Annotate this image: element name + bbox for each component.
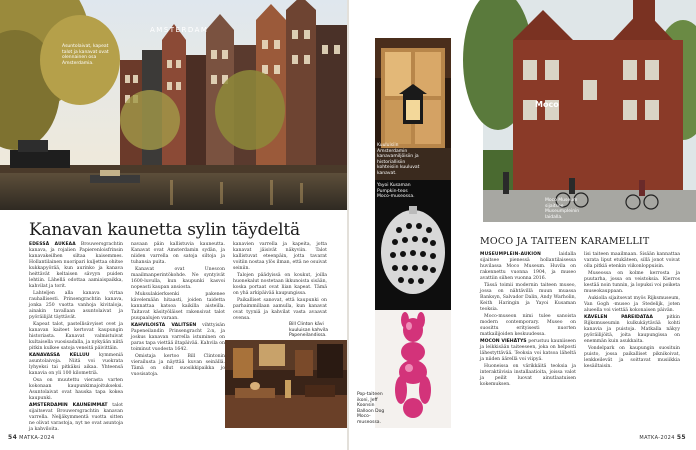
left-column-2 [131, 242, 225, 428]
col3-paragraph-2: Talojen päädyissä on koukut, joilla huonekalut nostetaan ikkunoista sisään, koska portaat ovat liian kapeat. Tämä on yhä arkipäivää kaupungissa. [233, 273, 327, 296]
rcol2-text-4: pitkin Rijksmuseumin kulkukäytävää kohti kanavia ja puistoja. Matkalla näkyy pyöräilijöitä, joita kaupungissa on enemmän kuin asukkaita. [584, 315, 680, 344]
rcol2-subhead-1: KÄVELEN PAREIDATAA [584, 315, 653, 320]
cafe-interior-illustration [225, 340, 347, 428]
rcol2-paragraph-2: Museossa on kolme kerrosta ja puutarha, jossa on veistoksia. Kierros kestää noin tunnin, ja lopuksi voi poiketa museokauppaan. [584, 271, 680, 294]
col1-text-4: kymmeniä asuntolaivoja. Niitä voi vuokrata lyhyeksi tai pitkäksi aikaa. Yhteensä kanavia on yli 100 kilometriä. [29, 353, 123, 376]
rcol2-paragraph-1: lisi taiteen maailmaan. Sisään kannattaa varata liput etukäteen, sillä jonot voivat olla pitkiä etenkin viikonloppuisin. [584, 252, 680, 269]
left-column-1 [29, 242, 123, 432]
left-page [0, 0, 347, 450]
left-column-3 [233, 242, 327, 322]
hero-caption: Asuntolaivat, kapeat talot ja kanavat ovat olennainen osa Amsterdamia. [62, 44, 109, 66]
moco-museum-illustration [483, 0, 696, 222]
right-folio-text: MATKA-2024 [639, 435, 675, 441]
right-page-number: 55 [676, 434, 686, 441]
rcol1-text-4: perustuu kauniiseen ja leikkisään taiteeseen, joka on helposti lähestyttävää. Teoksia voi katsoa läheltä ja niiden äärellä voi viipyä. [480, 339, 576, 362]
col1-subhead-1: KANAVASSA KELLUU [29, 353, 90, 358]
hero-overlay-title: AMSTERDAM [150, 26, 209, 34]
col1-text-1: Brouwersgrachtin kanava, ja rojalien Papierenloisfrinsin kanavakeilhen siltaa kaisemmes. Hollantilainen nuoripari kuljettaa ohitse kukkapyörää, kun aurinko ja kanava heittävät keltaisen sävyyn puiden lehtiin. Lähellä odottaa aamiaispaikka, kahvilat ja torit. [29, 242, 123, 289]
col1-paragraph-2: Lahteljen alla kanava virtaa rauhallisesti. Prinsengrachtin kanava, jonka 250 vuotta vanhoja kivitaloja, ainakin tavallaan asuntolaivat ja pyöräilijät täyttävät. [29, 291, 123, 320]
rcol1-text-1: laidalla sijaitsee pienessä hollantilaisessa huvilassa Moco Museum. Huvila on rakennettu vuonna 1904, ja museo avattiin siihen vuonna 2016. [480, 252, 576, 281]
right-column-1 [480, 252, 576, 428]
moco-sign: Moco [535, 100, 559, 109]
section-title: MOCO JA TAITEEN KARAMELLIT [480, 236, 650, 247]
col1-subhead-2: AMSTERDAMIN KAUNEIMMAT [29, 403, 108, 408]
col2-paragraph-2: Kanavat ovat Unescon maailmanperintökohde. Ne syntyivät 1600-luvulla, kun kaupunki kasvoi nopeasti kaupan ansiosta. [131, 267, 225, 290]
rcol1-paragraph-3: Moco-museon nimi tulee sanoista modern contemporary. Museo on suosittu erityisesti nuorten matkailijoiden keskuudessa. [480, 314, 576, 337]
col1-paragraph-1 [29, 242, 123, 290]
col1-text-6: talot sijaitsevat Brouwersgrachtin kanavan varrella. Neljäkymmentä vuotta sitten ne olivat varastoja, nyt ne ovat asuntoja ja kahviloita. [29, 403, 123, 432]
left-folio [8, 434, 55, 441]
col2-paragraph-4 [131, 323, 225, 353]
col2-paragraph-3: Muksulakierksenki pakenee kävelemään hitaasti, joiden taidetta kannattaa katsoa kaikilla aisteilla. Taitavat käsityöläiset rakensivat talot puupaalujen varaan. [131, 292, 225, 321]
pumpkin-caption: Yayoi Kusaman Pumpkin-teos Moco-museossa. [377, 183, 415, 199]
col2-paragraph-5: Omistaja kertoo Bill Clintonin vierailusta ja näyttää kuvan seinällä. Tämä on ollut suosikkipaikka jo vuosisatoja. [131, 354, 225, 377]
col1-lead-in: EDESSÄ AUKEAA [29, 242, 76, 247]
rcol1-paragraph-2: Tässä toimii modernin taiteen museo, jossa on nähtävillä muun muassa Banksyn, Salvador Dalin, Andy Warholin, Keith Haringin ja Yayoi Kusaman teoksia. [480, 283, 576, 312]
cafe-interior-photo [225, 340, 347, 428]
right-page [349, 0, 696, 450]
col1-paragraph-6 [29, 403, 123, 433]
article-headline: Kanavan kaunetta sylin täydeltä [29, 220, 300, 240]
pumpkin-illustration [375, 180, 451, 310]
rcol1-paragraph-1 [480, 252, 576, 282]
col2-subhead-1: KAHVILOISTA VALITSEN [131, 323, 197, 328]
left-page-number: 54 [8, 434, 18, 441]
col1-paragraph-3: Kapeat talot, pastellisävyiset ovet ja kanavan kaiteet kertovat kaupungin historiasta. Kanavat valmistuivat kultaisella vuosisadalla, ja nykyään niitä pitkin kulkee satoja veneitä päivittäin. [29, 322, 123, 351]
right-column-2 [584, 252, 680, 428]
col3-paragraph-3: Paikalliset sanovat, että kaupunki on parhaimmillaan aamulla, kun kanavat ovat tyyniä ja kahvilat vasta avaavat ovensa. [233, 298, 327, 321]
left-folio-text: MATKA-2024 [19, 435, 55, 441]
rcol1-paragraph-5: Huoneissa on värikkäitä teoksia ja interaktiivisia installaatioita, joissa valot ja peilit luovat ainutlaatuisen kokemuksen. [480, 364, 576, 387]
col3-paragraph-1: kanavien varrella ja kapeita, jotta kanavat jäisivät näkyviin. Talot kallistuvat eteenpäin, jotta tavarat voitiin nostaa ylös ilman, että ne osuivat seiniin. [233, 242, 327, 271]
rcol1-lead-in: MUSEUMPLEIN-AUKION [480, 252, 542, 257]
moco-museum-photo [483, 0, 696, 222]
rcol2-paragraph-5: Vondelpark on kaupungin suosituin puisto, jossa paikalliset piknikoivat, lenkkeilevät ja soittavat musiikkia kesäiltaisin. [584, 346, 680, 369]
rcol2-paragraph-4 [584, 315, 680, 345]
cafe-caption: Bill Clinton kävi kuuluisan kahvila Papeneilandissa. [289, 322, 328, 338]
pumpkin-photo [375, 180, 451, 310]
col1-paragraph-5: Osa on muutettu vierasta varten kokonaan kaupunkimajoitukseksi. Asuntolaivat ovat hauska tapa kokea kaupunki. [29, 378, 123, 401]
rcol1-paragraph-4 [480, 339, 576, 363]
right-folio [639, 434, 686, 441]
rcol1-subhead-1: MOCON VIEHÄTYS [480, 339, 527, 344]
rcol2-paragraph-3: Aukiolla sijaitsevat myös Rijksmuseum, Van Gogh -museo ja Stedelijk, joten alueella voi viettää kokonaisen päivän. [584, 296, 680, 313]
lantern-caption: Kuuluisiin Amsterdamin kanavamiljöisiin ja historiallisiin kohteisiin kuuluvat kanavat. [377, 143, 420, 176]
col1-paragraph-4 [29, 353, 123, 377]
balloon-dog-caption: Pop-taiteen ikoni, Jeff Koonsin Balloon Dog Moco-museossa. [357, 392, 385, 425]
col2-text-4: vihttyisän Papeneilandin Prinsengracht 2:n, ja joskus kanavan varrella istuminen on paras tapa viettää iltapäivää. Kahvila on toiminut vuodesta 1642. [131, 323, 225, 352]
col2-paragraph-1: navaan päin kallistuvia kauneutta. Kanavat ovat Amsterdamin sydän, ja niiden varrella on satoja siltoja ja tuhansia puita. [131, 242, 225, 265]
museum-caption: Moco Museum sijaitsee Museumpleinin laidalla. [545, 198, 580, 220]
